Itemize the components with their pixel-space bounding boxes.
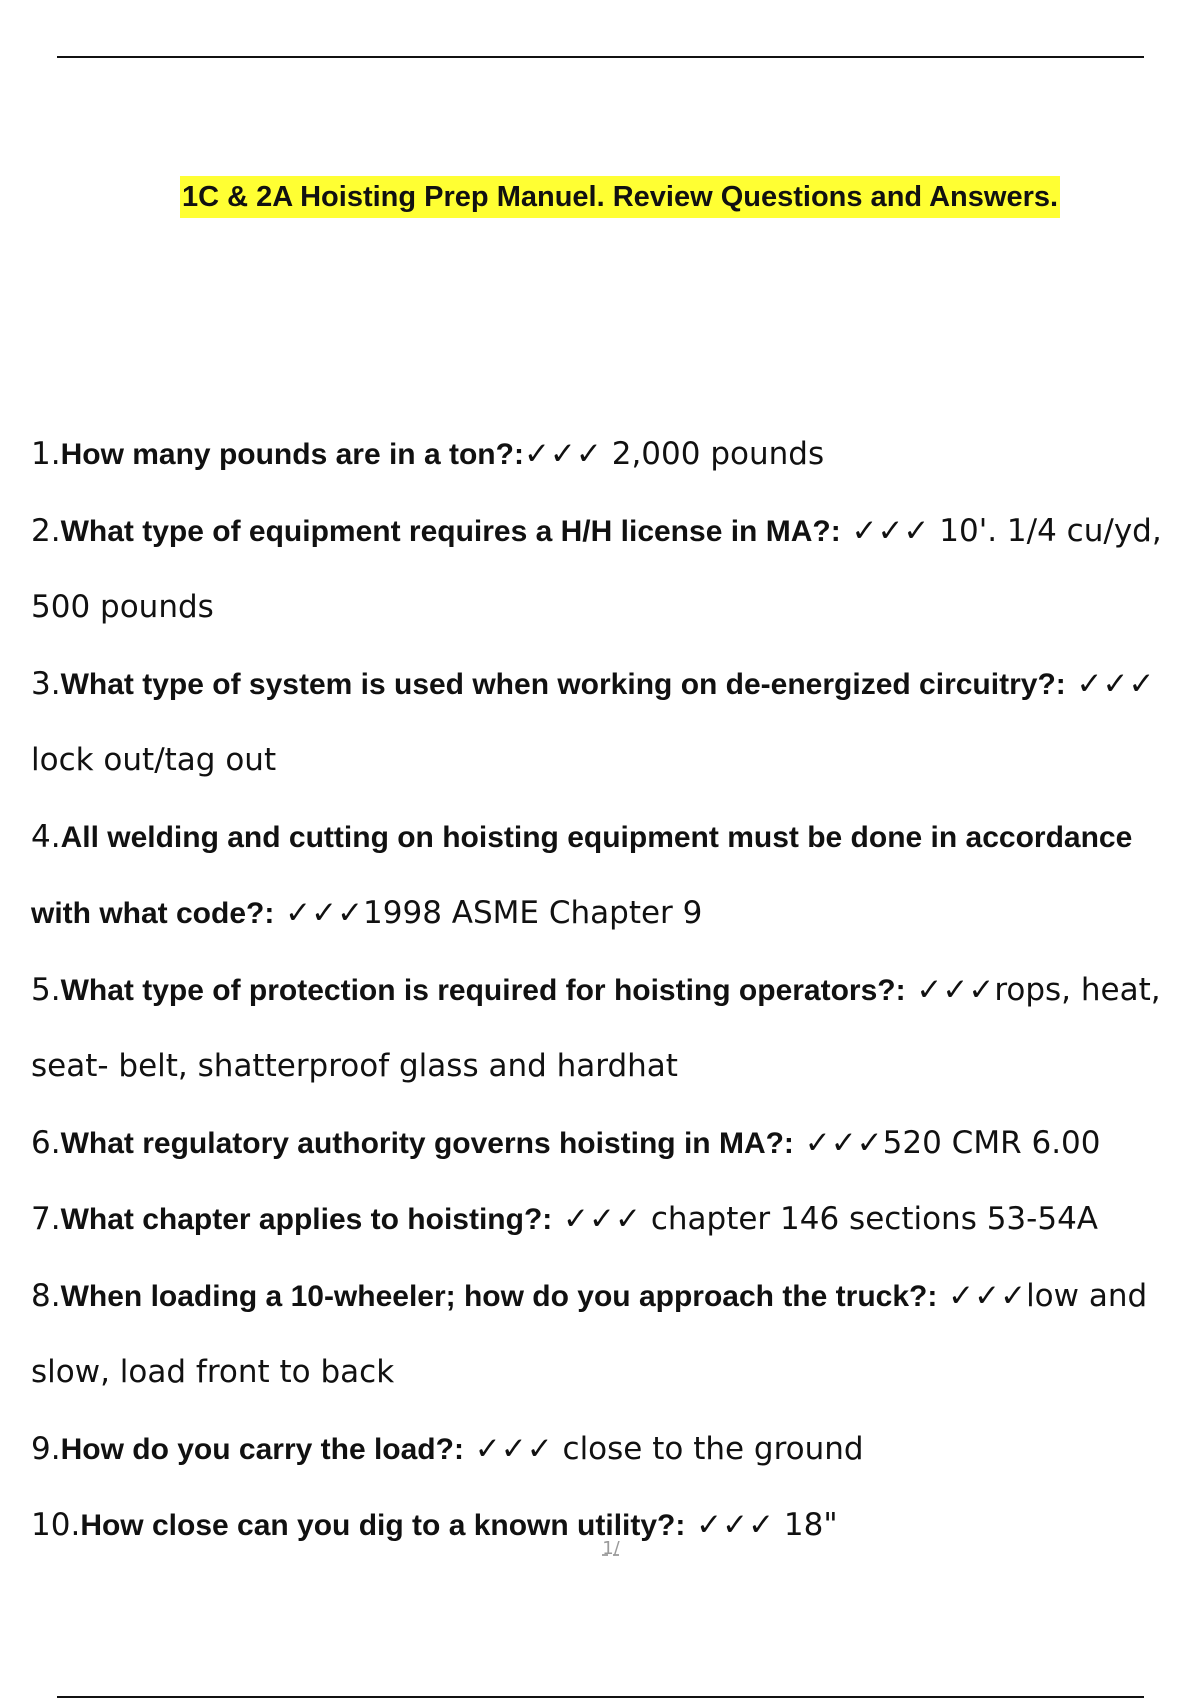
question-number: 9. — [31, 1430, 61, 1467]
answer-text: 2,000 pounds — [601, 436, 825, 472]
answer-text: 18" — [774, 1507, 838, 1543]
answer-text: lock out/tag out — [31, 742, 277, 778]
title-block — [0, 176, 1200, 218]
question-number: 7. — [31, 1201, 61, 1237]
checkmarks-icon: ✓✓✓ — [552, 1201, 641, 1237]
qa-item-9 — [31, 1411, 1171, 1488]
qa-item-2 — [31, 493, 1171, 646]
question-number: 8. — [31, 1277, 61, 1314]
qa-item-5 — [31, 952, 1171, 1105]
checkmarks-icon: ✓✓✓ — [274, 895, 364, 931]
checkmarks-icon: ✓✓✓ — [1065, 665, 1155, 702]
question-number: 2. — [31, 512, 61, 549]
qa-item-4 — [31, 799, 1171, 952]
answer-text: 1998 ASME Chapter 9 — [363, 895, 703, 931]
question-number: 4. — [31, 818, 61, 855]
question-number: 6. — [31, 1124, 61, 1161]
question-text: How close can you dig to a known utility?: — [80, 1509, 686, 1542]
answer-text: 10'. 1/4 cu/yd, 500 pounds — [31, 512, 1162, 625]
question-text: What regulatory authority governs hoisting in MA?: — [60, 1126, 794, 1160]
answer-text: close to the ground — [552, 1430, 864, 1467]
qa-item-1 — [31, 416, 1171, 493]
document-title: 1C & 2A Hoisting Prep Manuel. Review Questions and Answers. — [180, 176, 1060, 218]
checkmarks-icon: ✓✓✓ — [463, 1430, 553, 1467]
question-text: What type of system is used when working on de-energized circuitry?: — [60, 667, 1066, 701]
page-number: 1/ — [602, 1538, 620, 1559]
question-text: When loading a 10-wheeler; how do you approach the truck?: — [60, 1279, 938, 1313]
question-text: What chapter applies to hoisting?: — [60, 1203, 553, 1236]
question-number: 5. — [31, 971, 61, 1008]
checkmarks-icon: ✓✓✓ — [840, 512, 930, 549]
question-text: What type of protection is required for hoisting operators?: — [60, 973, 906, 1007]
answer-text: 520 CMR 6.00 — [882, 1124, 1101, 1161]
question-text: How do you carry the load?: — [60, 1432, 464, 1466]
checkmarks-icon: ✓✓✓ — [937, 1277, 1027, 1314]
question-text: How many pounds are in a ton?: — [60, 438, 524, 471]
question-number: 3. — [31, 665, 61, 702]
checkmarks-icon: ✓✓✓ — [523, 436, 602, 472]
question-text: What type of equipment requires a H/H license in MA?: — [60, 514, 841, 548]
question-number: 1. — [31, 436, 61, 472]
qa-item-3 — [31, 646, 1171, 799]
bottom-rule — [57, 1696, 1144, 1698]
qa-list — [31, 416, 1171, 1564]
question-text: All welding and cutting on hoisting equipment must be done in accordance with what code?: — [31, 820, 1133, 930]
checkmarks-icon: ✓✓✓ — [905, 971, 995, 1008]
qa-item-6 — [31, 1105, 1171, 1182]
question-number: 10. — [31, 1507, 81, 1543]
checkmarks-icon: ✓✓✓ — [793, 1124, 883, 1161]
checkmarks-icon: ✓✓✓ — [685, 1507, 775, 1543]
top-rule — [57, 56, 1144, 58]
answer-text: rops, heat, seat- belt, shatterproof glass and hardhat — [31, 971, 1161, 1084]
qa-item-7 — [31, 1181, 1171, 1258]
answer-text: chapter 146 sections 53-54A — [640, 1201, 1098, 1237]
answer-text: low and slow, load front to back — [31, 1277, 1148, 1390]
qa-item-8 — [31, 1258, 1171, 1411]
